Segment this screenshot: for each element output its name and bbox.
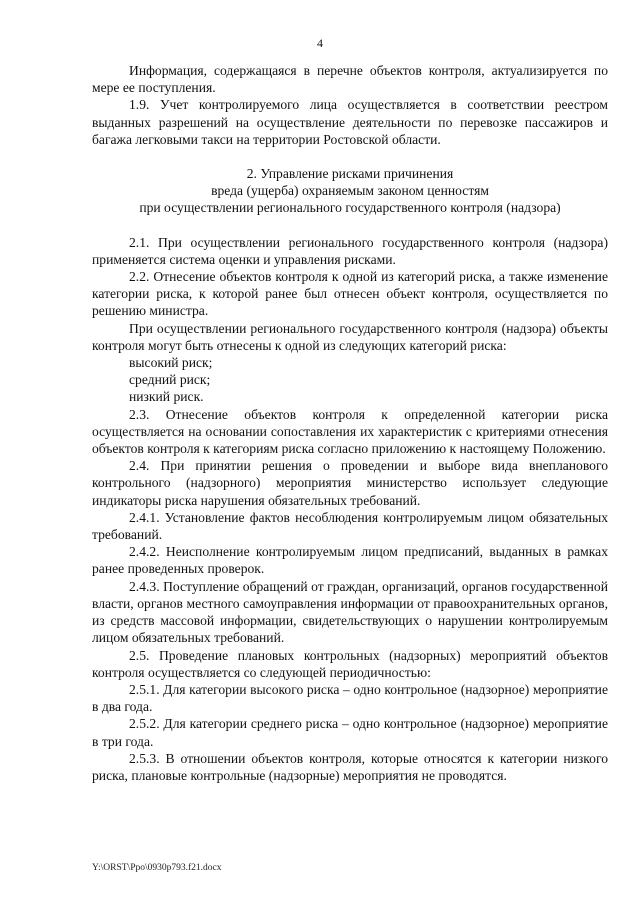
section-heading (92, 165, 608, 217)
risk-category-low: низкий риск. (129, 389, 204, 405)
paragraph-2-1: 2.1. При осуществлении регионального государственного контроля (надзора) применяется система оценки и управления рисками. (92, 234, 608, 267)
paragraph-2-2: 2.2. Отнесение объектов контроля к одной из категорий риска, а также изменение категории риска, к которой ранее был отнесен объект контроля, осуществляется по решению министра. (92, 269, 608, 319)
section-heading-line-2: вреда (ущерба) охраняемым законом ценностям (211, 183, 489, 199)
paragraph-2-4: 2.4. При принятии решения о проведении и выборе вида внепланового контрольного (надзорного) мероприятия министерство использует следующие индикаторы риска нарушения обязательных требований. (92, 458, 608, 508)
risk-category-medium: средний риск; (129, 372, 211, 388)
section-heading-line-3: при осуществлении регионального государственного контроля (надзора) (139, 200, 561, 216)
paragraph-risk-categories-intro: При осуществлении регионального государственного контроля (надзора) объекты контроля могут быть отнесены к одной из следующих категорий риска: (92, 320, 608, 353)
paragraph-2-5-1: 2.5.1. Для категории высокого риска – одно контрольное (надзорное) мероприятие в два года. (92, 681, 608, 715)
paragraph-1-9: 1.9. Учет контролируемого лица осуществляется в соответствии реестром выданных разрешений на осуществление деятельности по перевозке пассажиров и багажа легковыми такси на территории Ростовской области. (92, 97, 608, 147)
paragraph-objects-list-update: Информация, содержащаяся в перечне объектов контроля, актуализируется по мере ее поступления. (92, 63, 608, 96)
document-body (92, 62, 608, 784)
paragraph-2-5: 2.5. Проведение плановых контрольных (надзорных) мероприятий объектов контроля осуществляется со следующей периодичностью: (92, 647, 608, 680)
paragraph-2-5-2: 2.5.2. Для категории среднего риска – одно контрольное (надзорное) мероприятие в три года. (92, 716, 608, 749)
risk-category-high: высокий риск; (129, 355, 213, 371)
paragraph-2-4-3: 2.4.3. Поступление обращений от граждан, организаций, органов государственной власти, органов местного самоуправления информации от правоохранительных органов, из средств массовой информации, свидетельствующих о нарушении контролируемым лицом обязательных требований. (92, 578, 608, 646)
paragraph-2-4-1: 2.4.1. Установление фактов несоблюдения контролируемым лицом обязательных требований. (92, 509, 608, 543)
section-heading-line-1: 2. Управление рисками причинения (246, 166, 454, 182)
paragraph-2-5-3: 2.5.3. В отношении объектов контроля, которые относятся к категории низкого риска, плановые контрольные (надзорные) мероприятия не проводятся. (92, 750, 608, 783)
page-number: 4 (317, 36, 323, 50)
paragraph-2-3: 2.3. Отнесение объектов контроля к определенной категории риска осуществляется на основании сопоставления их характеристик с критериями отнесения объектов контроля к категориям риска согласно приложению к настоящему Положению. (92, 406, 608, 457)
paragraph-2-4-2: 2.4.2. Неисполнение контролируемым лицом предписаний, выданных в рамках ранее проведенных проверок. (92, 544, 608, 577)
footer-file-path: Y:\ORST\Ppo\0930p793.f21.docx (92, 863, 222, 873)
